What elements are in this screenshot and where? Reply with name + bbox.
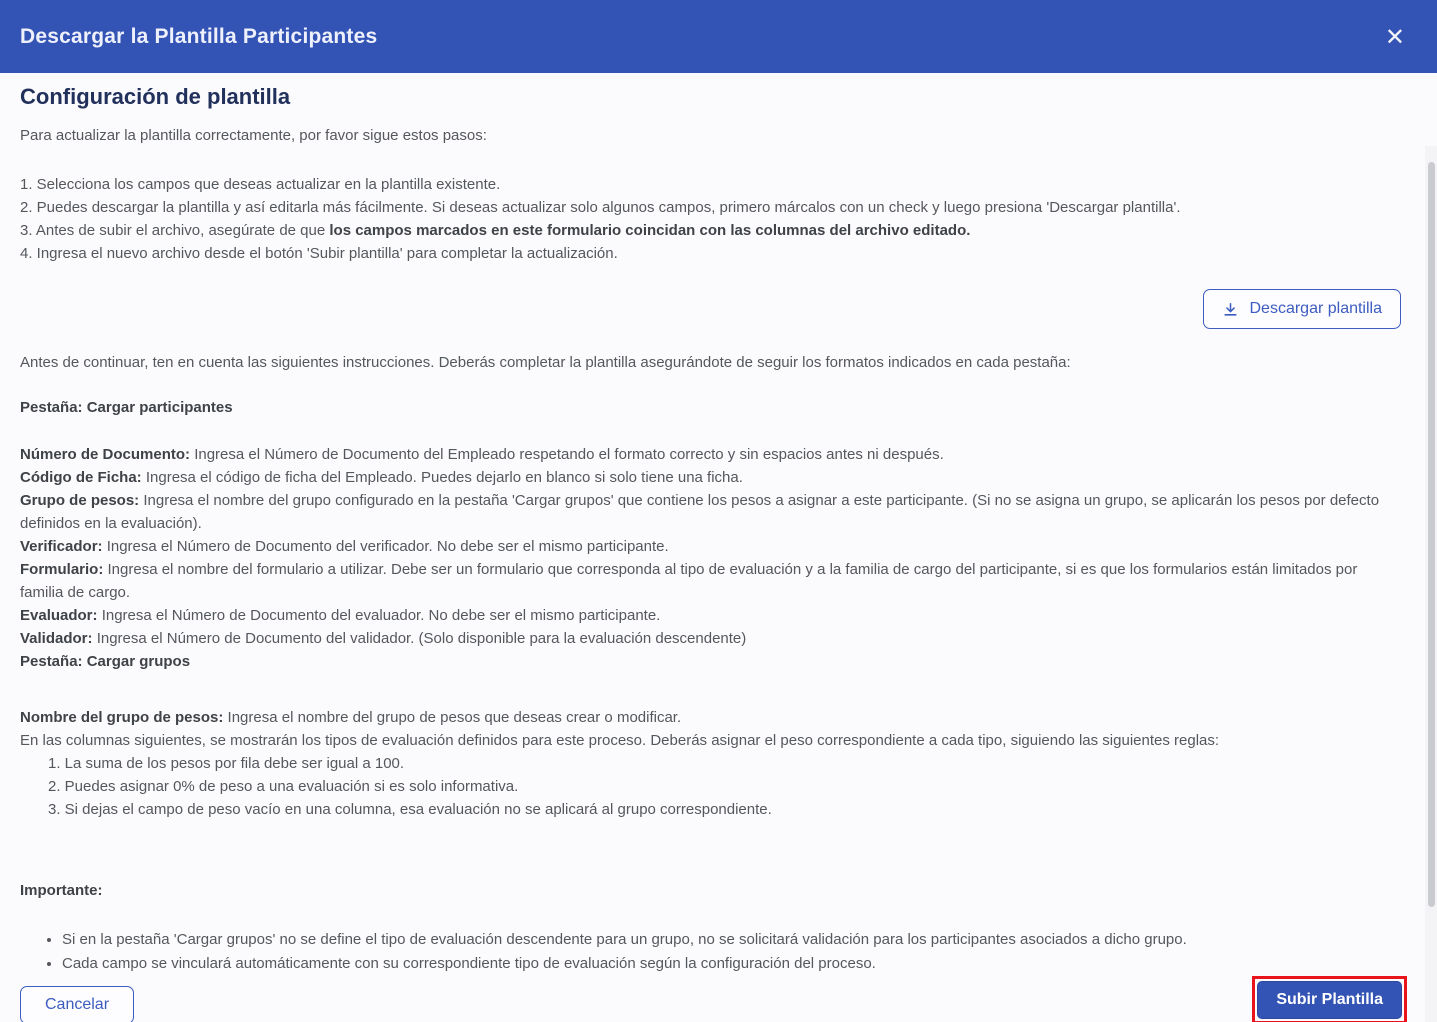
field-definition: Nombre del grupo de pesos: Ingresa el nombre del grupo de pesos que deseas crear o modificar.: [20, 709, 682, 726]
scrollbar-thumb[interactable]: [1428, 162, 1435, 907]
important-heading: Importante:: [20, 882, 103, 899]
columns-note: En las columnas siguientes, se mostrarán los tipos de evaluación definidos para este proceso. Deberás asignar el peso correspondiente a cada tipo, siguiendo las siguientes reglas:: [20, 732, 1220, 749]
intro-text: Para actualizar la plantilla correctamente, por favor sigue estos pasos:: [20, 127, 487, 144]
field-definition: Formulario: Ingresa el nombre del formulario a utilizar. Debe ser un formulario que corresponda al tipo de evaluación y a la familia de cargo del participante, si es que los formularios están limitados por familia de cargo.: [20, 561, 1358, 601]
scrollbar-track[interactable]: [1425, 146, 1437, 1022]
step-item: 1. Selecciona los campos que deseas actualizar en la plantilla existente.: [20, 176, 501, 193]
modal-title: Descargar la Plantilla Participantes: [20, 24, 378, 48]
rule-item: 2. Puedes asignar 0% de peso a una evaluación si es solo informativa.: [48, 778, 519, 795]
section-heading: Configuración de plantilla: [20, 84, 291, 109]
step-item: 2. Puedes descargar la plantilla y así editarla más fácilmente. Si deseas actualizar solo algunos campos, primero márcalos con un check y luego presiona 'Descargar plantilla'.: [20, 199, 1181, 216]
rule-item: 1. La suma de los pesos por fila debe ser igual a 100.: [48, 755, 405, 772]
before-note: Antes de continuar, ten en cuenta las siguientes instrucciones. Deberás completar la plantilla asegurándote de seguir los formatos indicados en cada pestaña:: [20, 354, 1071, 371]
cancel-button[interactable]: Cancelar: [20, 986, 134, 1022]
download-icon: [1222, 301, 1239, 318]
download-button-label: Descargar plantilla: [1249, 300, 1382, 317]
important-item: • Si en la pestaña 'Cargar grupos' no se define el tipo de evaluación descendente para un grupo, no se solicitará validación para los participantes asociados a dicho grupo.: [62, 928, 1401, 951]
field-definition: Grupo de pesos: Ingresa el nombre del grupo configurado en la pestaña 'Cargar grupos' que contiene los pesos a asignar a este participante. (Si no se asigna un grupo, se aplicarán los pesos por defecto definidos en la evaluación).: [20, 492, 1380, 532]
field-definition: Código de Ficha: Ingresa el código de ficha del Empleado. Puedes dejarlo en blanco si solo tiene una ficha.: [20, 469, 743, 486]
field-definitions: [20, 443, 1401, 673]
tab-groups-heading: Pestaña: Cargar grupos: [20, 653, 191, 670]
modal-header: [0, 0, 1437, 73]
modal-footer: [0, 976, 1437, 1022]
field-definition: Validador: Ingresa el Número de Documento del validador. (Solo disponible para la evaluación descendente): [20, 630, 747, 647]
steps-list: [20, 173, 1401, 265]
step-item: 3. Antes de subir el archivo, asegúrate de que los campos marcados en este formulario coincidan con las columnas del archivo editado.: [20, 222, 971, 239]
field-definition: Verificador: Ingresa el Número de Documento del verificador. No debe ser el mismo participante.: [20, 538, 669, 555]
modal-body: [0, 73, 1437, 976]
rule-item: 3. Si dejas el campo de peso vacío en una columna, esa evaluación no se aplicará al grupo correspondiente.: [48, 801, 772, 818]
tab-participants-heading: Pestaña: Cargar participantes: [20, 399, 233, 416]
download-template-button[interactable]: [1203, 289, 1401, 329]
download-button-row: [20, 289, 1401, 329]
field-definition: Número de Documento: Ingresa el Número de Documento del Empleado respetando el formato correcto y sin espacios antes ni después.: [20, 446, 944, 463]
important-list: [62, 928, 1401, 975]
close-icon[interactable]: ✕: [1379, 21, 1411, 53]
important-item: • Cada campo se vinculará automáticamente con su correspondiente tipo de evaluación según la configuración del proceso.: [62, 952, 1401, 975]
rules-list: [48, 752, 1401, 821]
step-item: 4. Ingresa el nuevo archivo desde el botón 'Subir plantilla' para completar la actualización.: [20, 245, 618, 262]
groups-section: [20, 706, 1401, 821]
highlight-box: [1252, 976, 1407, 1022]
field-definition: Evaluador: Ingresa el Número de Documento del evaluador. No debe ser el mismo participante.: [20, 607, 661, 624]
submit-template-button[interactable]: Subir Plantilla: [1257, 981, 1402, 1019]
